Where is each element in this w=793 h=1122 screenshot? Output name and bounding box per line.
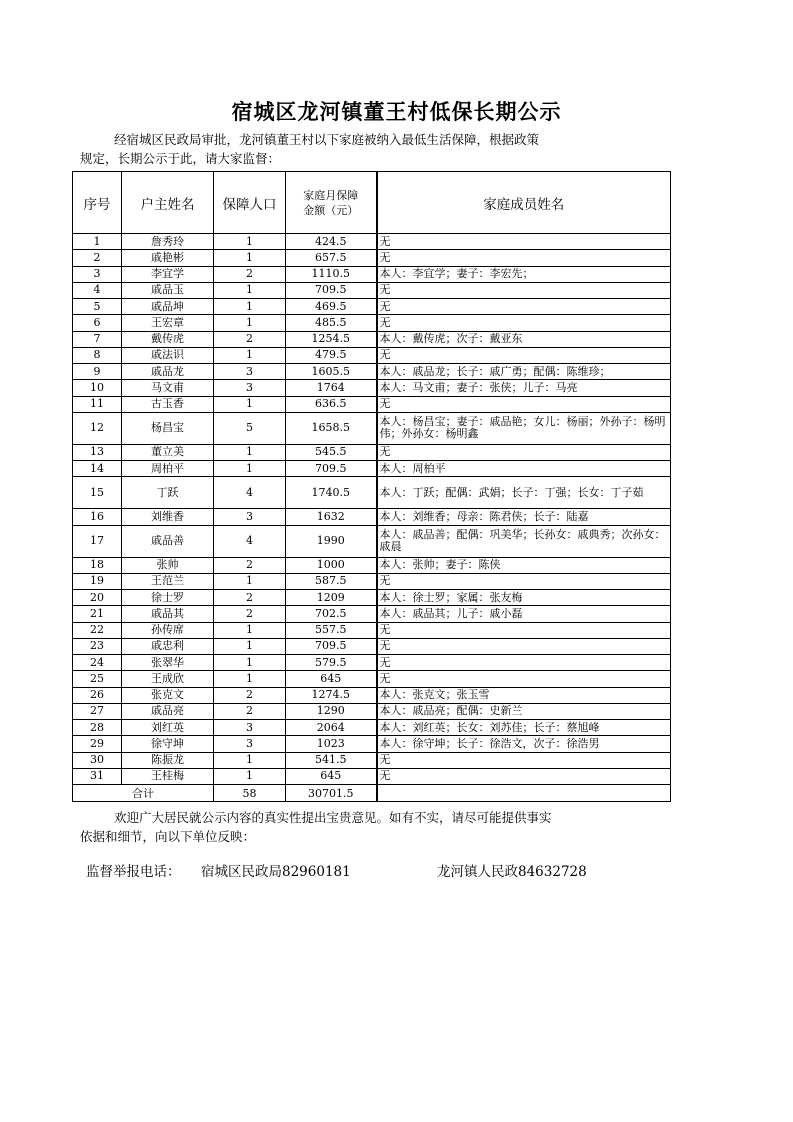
row-covered-count: 2 (214, 331, 286, 347)
row-covered-count: 1 (214, 573, 286, 589)
row-monthly-amount: 579.5 (286, 655, 377, 671)
row-household-head: 董立美 (122, 444, 214, 460)
row-household-head: 王范兰 (122, 573, 214, 589)
table-row (73, 622, 671, 638)
row-household-head: 徐守坤 (122, 736, 214, 752)
row-no: 28 (73, 720, 122, 736)
row-no: 14 (73, 461, 122, 477)
table-row (73, 299, 671, 315)
row-household-head: 陈振龙 (122, 752, 214, 768)
row-covered-count: 1 (214, 299, 286, 315)
row-monthly-amount: 709.5 (286, 282, 377, 298)
row-monthly-amount: 545.5 (286, 444, 377, 460)
row-no: 5 (73, 299, 122, 315)
row-no: 3 (73, 266, 122, 282)
row-no: 6 (73, 315, 122, 331)
row-monthly-amount: 424.5 (286, 234, 377, 250)
row-household-head: 张帅 (122, 557, 214, 573)
row-monthly-amount: 1110.5 (286, 266, 377, 282)
row-covered-count: 1 (214, 671, 286, 687)
table-row (73, 590, 671, 606)
table-row (73, 655, 671, 671)
table-row (73, 347, 671, 363)
table-row (73, 557, 671, 573)
table-row (73, 380, 671, 396)
row-covered-count: 3 (214, 736, 286, 752)
row-monthly-amount: 1274.5 (286, 687, 377, 703)
row-monthly-amount: 1605.5 (286, 364, 377, 380)
row-no: 17 (73, 525, 122, 557)
row-family-members: 无 (377, 282, 671, 298)
row-family-members: 本人：张帅；妻子：陈侠 (377, 557, 671, 573)
row-family-members: 无 (377, 752, 671, 768)
row-family-members: 本人：李宜学；妻子：李宏先； (377, 266, 671, 282)
row-no: 11 (73, 396, 122, 412)
row-no: 25 (73, 671, 122, 687)
table-row (73, 736, 671, 752)
row-no: 15 (73, 477, 122, 509)
row-monthly-amount: 636.5 (286, 396, 377, 412)
row-monthly-amount: 657.5 (286, 250, 377, 266)
row-covered-count: 1 (214, 347, 286, 363)
table-row (73, 477, 671, 509)
table-row (73, 525, 671, 557)
row-covered-count: 1 (214, 638, 286, 654)
row-household-head: 戚忠利 (122, 638, 214, 654)
row-monthly-amount: 1209 (286, 590, 377, 606)
row-no: 1 (73, 234, 122, 250)
table-row (73, 461, 671, 477)
row-monthly-amount: 1023 (286, 736, 377, 752)
row-no: 10 (73, 380, 122, 396)
row-no: 31 (73, 768, 122, 784)
row-household-head: 刘维香 (122, 509, 214, 525)
row-covered-count: 1 (214, 250, 286, 266)
row-monthly-amount: 1000 (286, 557, 377, 573)
row-covered-count: 2 (214, 687, 286, 703)
table-row (73, 331, 671, 347)
contact-town-government: 龙河镇人民政84632728 (437, 864, 587, 880)
header-amount-line-2: 金额（元） (303, 203, 359, 217)
row-covered-count: 3 (214, 509, 286, 525)
row-covered-count: 3 (214, 364, 286, 380)
row-no: 21 (73, 606, 122, 622)
row-family-members: 无 (377, 655, 671, 671)
row-monthly-amount: 469.5 (286, 299, 377, 315)
row-monthly-amount: 1990 (286, 525, 377, 557)
row-household-head: 戚品龙 (122, 364, 214, 380)
row-covered-count: 1 (214, 234, 286, 250)
row-family-members: 无 (377, 250, 671, 266)
row-no: 20 (73, 590, 122, 606)
row-no: 4 (73, 282, 122, 298)
row-household-head: 戚品坤 (122, 299, 214, 315)
row-monthly-amount: 1764 (286, 380, 377, 396)
table-row (73, 606, 671, 622)
row-household-head: 刘红英 (122, 720, 214, 736)
row-covered-count: 2 (214, 557, 286, 573)
table-row (73, 687, 671, 703)
row-family-members: 本人：丁跃；配偶：武娟；长子：丁强；长女：丁子茹 (377, 477, 671, 509)
row-family-members: 本人：周柏平 (377, 461, 671, 477)
row-household-head: 戚法识 (122, 347, 214, 363)
row-family-members: 本人：马文甫；妻子：张侠；儿子：马亮 (377, 380, 671, 396)
table-row (73, 315, 671, 331)
row-no: 19 (73, 573, 122, 589)
row-household-head: 王宏章 (122, 315, 214, 331)
row-covered-count: 2 (214, 266, 286, 282)
row-covered-count: 2 (214, 606, 286, 622)
row-monthly-amount: 2064 (286, 720, 377, 736)
row-covered-count: 2 (214, 703, 286, 719)
row-covered-count: 4 (214, 525, 286, 557)
row-family-members: 本人：杨昌宝；妻子：戚品艳；女儿：杨丽；外孙子：杨明伟；外孙女：杨明鑫 (377, 412, 671, 444)
row-no: 8 (73, 347, 122, 363)
row-family-members: 本人：张克文；张玉雪 (377, 687, 671, 703)
row-family-members: 无 (377, 234, 671, 250)
row-monthly-amount: 645 (286, 768, 377, 784)
row-household-head: 戚品亮 (122, 703, 214, 719)
row-monthly-amount: 1254.5 (286, 331, 377, 347)
header-amount-line-1: 家庭月保障 (303, 188, 359, 202)
row-family-members: 本人：戚品其；儿子：戚小磊 (377, 606, 671, 622)
contact-district-bureau: 宿城区民政局82960181 (201, 864, 351, 880)
row-monthly-amount: 485.5 (286, 315, 377, 331)
header-household-head: 户主姓名 (122, 172, 214, 234)
row-monthly-amount: 1632 (286, 509, 377, 525)
row-household-head: 戚品善 (122, 525, 214, 557)
row-no: 13 (73, 444, 122, 460)
table-row (73, 768, 671, 784)
table-row (73, 444, 671, 460)
table-row (73, 282, 671, 298)
row-monthly-amount: 1658.5 (286, 412, 377, 444)
row-family-members: 无 (377, 622, 671, 638)
row-family-members: 无 (377, 573, 671, 589)
row-household-head: 徐士罗 (122, 590, 214, 606)
row-no: 7 (73, 331, 122, 347)
row-household-head: 张克文 (122, 687, 214, 703)
table-row (73, 266, 671, 282)
row-family-members: 无 (377, 638, 671, 654)
row-monthly-amount: 709.5 (286, 638, 377, 654)
row-no: 29 (73, 736, 122, 752)
row-household-head: 马文甫 (122, 380, 214, 396)
row-no: 16 (73, 509, 122, 525)
row-monthly-amount: 702.5 (286, 606, 377, 622)
table-row (73, 720, 671, 736)
row-household-head: 戚艳彬 (122, 250, 214, 266)
row-household-head: 周柏平 (122, 461, 214, 477)
row-no: 30 (73, 752, 122, 768)
allowance-table (72, 171, 671, 802)
row-covered-count: 1 (214, 752, 286, 768)
row-covered-count: 4 (214, 477, 286, 509)
row-family-members: 本人：徐士罗；家属：张友梅 (377, 590, 671, 606)
row-covered-count: 1 (214, 461, 286, 477)
row-household-head: 杨昌宝 (122, 412, 214, 444)
row-household-head: 戴传虎 (122, 331, 214, 347)
header-covered-count: 保障人口 (214, 172, 286, 234)
row-no: 2 (73, 250, 122, 266)
row-family-members: 无 (377, 444, 671, 460)
row-covered-count: 3 (214, 380, 286, 396)
row-household-head: 戚品玉 (122, 282, 214, 298)
row-covered-count: 1 (214, 282, 286, 298)
total-amount: 30701.5 (286, 785, 377, 802)
row-family-members: 本人：刘维香；母亲：陈君侠；长子：陆嘉 (377, 509, 671, 525)
row-monthly-amount: 645 (286, 671, 377, 687)
row-household-head: 李宜学 (122, 266, 214, 282)
row-household-head: 丁跃 (122, 477, 214, 509)
row-family-members: 本人：戴传虎；次子：戴亚东 (377, 331, 671, 347)
row-no: 23 (73, 638, 122, 654)
intro-line-1: 经宿城区民政局审批，龙河镇董王村以下家庭被纳入最低生活保障，根据政策 (114, 132, 540, 147)
row-family-members: 无 (377, 299, 671, 315)
header-monthly-amount (286, 172, 377, 234)
row-monthly-amount: 557.5 (286, 622, 377, 638)
row-no: 9 (73, 364, 122, 380)
row-monthly-amount: 541.5 (286, 752, 377, 768)
row-covered-count: 1 (214, 315, 286, 331)
row-family-members: 本人：戚品亮；配偶：史新兰 (377, 703, 671, 719)
intro-paragraph (80, 130, 670, 168)
row-no: 26 (73, 687, 122, 703)
row-no: 24 (73, 655, 122, 671)
page-title: 宿城区龙河镇董王村低保长期公示 (231, 99, 562, 124)
row-monthly-amount: 479.5 (286, 347, 377, 363)
row-no: 22 (73, 622, 122, 638)
row-household-head: 张翠华 (122, 655, 214, 671)
total-label: 合计 (73, 785, 214, 802)
row-covered-count: 1 (214, 396, 286, 412)
row-household-head: 詹秀玲 (122, 234, 214, 250)
footer-line-2: 依据和细节，向以下单位反映： (80, 829, 256, 844)
row-family-members: 本人：戚品善；配偶：巩美华；长孙女：戚典秀；次孙女：戚晨 (377, 525, 671, 557)
row-no: 12 (73, 412, 122, 444)
row-family-members: 无 (377, 768, 671, 784)
row-family-members: 无 (377, 396, 671, 412)
row-monthly-amount: 709.5 (286, 461, 377, 477)
total-count: 58 (214, 785, 286, 802)
row-covered-count: 5 (214, 412, 286, 444)
row-family-members: 无 (377, 315, 671, 331)
row-covered-count: 1 (214, 768, 286, 784)
table-row (73, 703, 671, 719)
row-family-members: 无 (377, 347, 671, 363)
table-row (73, 250, 671, 266)
row-family-members: 本人：刘红英；长女：刘苏佳；长子：蔡旭峰 (377, 720, 671, 736)
row-monthly-amount: 1290 (286, 703, 377, 719)
table-row (73, 509, 671, 525)
total-row (73, 785, 671, 802)
row-family-members: 本人：戚品龙；长子：戚广勇；配偶：陈维珍； (377, 364, 671, 380)
table-row (73, 638, 671, 654)
row-household-head: 戚品其 (122, 606, 214, 622)
header-no: 序号 (73, 172, 122, 234)
table-row (73, 752, 671, 768)
footer-paragraph (80, 808, 670, 846)
total-members-empty (377, 785, 671, 802)
row-family-members: 无 (377, 671, 671, 687)
row-monthly-amount: 587.5 (286, 573, 377, 589)
row-household-head: 王成欣 (122, 671, 214, 687)
row-covered-count: 3 (214, 720, 286, 736)
table-row (73, 573, 671, 589)
row-covered-count: 1 (214, 622, 286, 638)
table-row (73, 364, 671, 380)
row-no: 18 (73, 557, 122, 573)
table-row (73, 396, 671, 412)
row-household-head: 王桂梅 (122, 768, 214, 784)
intro-line-2: 规定，长期公示于此，请大家监督： (80, 151, 281, 166)
contact-label: 监督举报电话： (86, 864, 181, 880)
row-covered-count: 2 (214, 590, 286, 606)
row-household-head: 古玉香 (122, 396, 214, 412)
table-row (73, 671, 671, 687)
row-household-head: 孙传席 (122, 622, 214, 638)
footer-line-1: 欢迎广大居民就公示内容的真实性提出宝贵意见。如有不实，请尽可能提供事实 (114, 810, 552, 825)
table-row (73, 234, 671, 250)
table-header-row (73, 172, 671, 234)
row-covered-count: 1 (214, 444, 286, 460)
row-family-members: 本人：徐守坤；长子：徐浩文，次子：徐浩男 (377, 736, 671, 752)
table-row (73, 412, 671, 444)
header-family-members: 家庭成员姓名 (377, 172, 671, 234)
row-covered-count: 1 (214, 655, 286, 671)
row-no: 27 (73, 703, 122, 719)
row-monthly-amount: 1740.5 (286, 477, 377, 509)
